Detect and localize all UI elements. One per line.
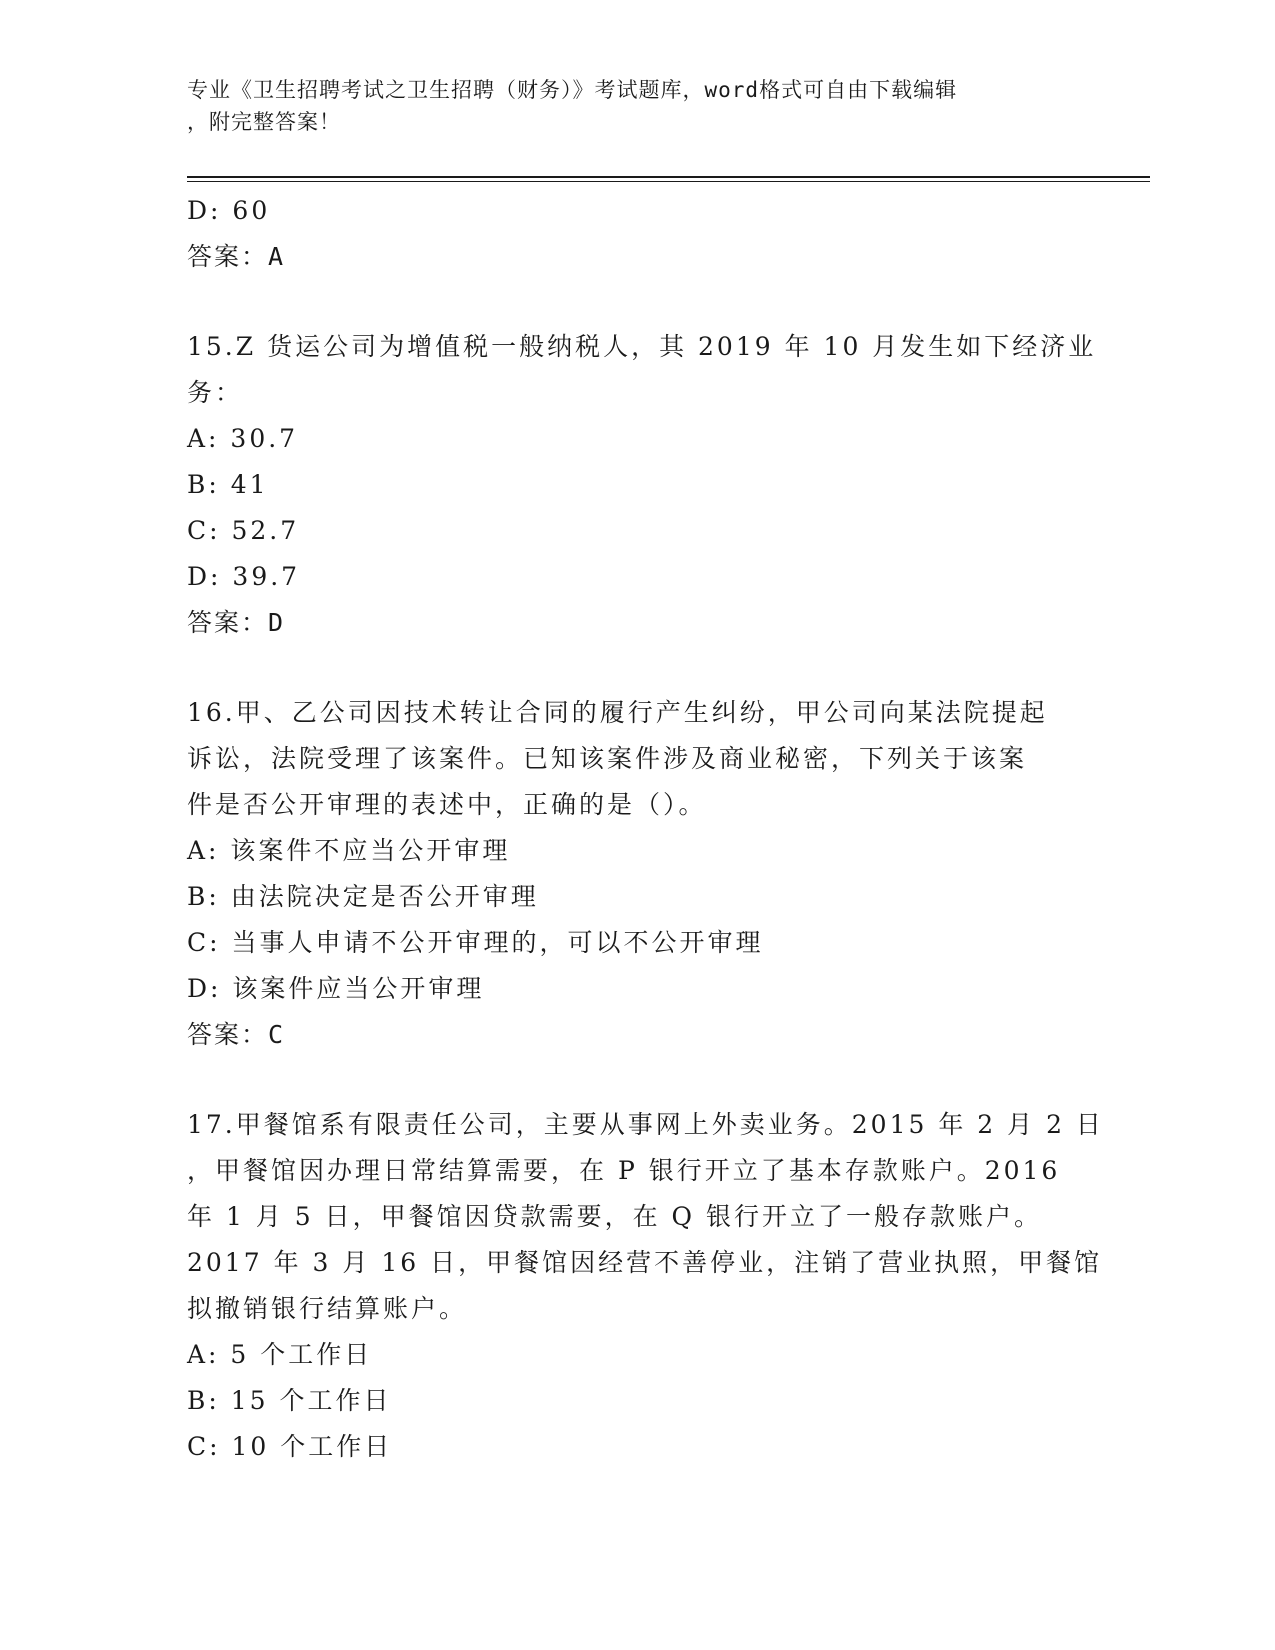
option-b: B: 15 个工作日 <box>187 1386 392 1415</box>
option-c: C: 52.7 <box>187 516 300 545</box>
question-content <box>187 188 1104 1470</box>
question-text-line: ，甲餐馆因办理日常结算需要，在 P 银行开立了基本存款账户。2016 <box>187 1156 1061 1185</box>
option-c: C: 10 个工作日 <box>187 1432 393 1461</box>
spacer <box>187 280 1087 324</box>
header-line-1: 专业《卫生招聘考试之卫生招聘（财务）》考试题库，word格式可自由下载编辑 <box>187 78 958 102</box>
option-c: C: 当事人申请不公开审理的，可以不公开审理 <box>187 928 764 957</box>
question-text-line: 件是否公开审理的表述中，正确的是（）。 <box>187 790 707 819</box>
page-header <box>187 74 1067 138</box>
question-15 <box>187 324 1097 646</box>
question-text-line: 年 1 月 5 日，甲餐馆因贷款需要，在 Q 银行开立了一般存款账户。 <box>187 1202 1042 1231</box>
option-a: A: 5 个工作日 <box>187 1340 373 1369</box>
question-text-line: 拟撤销银行结算账户。 <box>187 1294 468 1323</box>
question-text-line: 2017 年 3 月 16 日，甲餐馆因经营不善停业，注销了营业执照，甲餐馆 <box>187 1248 1103 1277</box>
answer-label: 答案：A <box>187 242 286 271</box>
question-17 <box>187 1102 1104 1470</box>
option-a: A: 30.7 <box>187 424 299 453</box>
answer-label: 答案：C <box>187 1020 286 1049</box>
spacer <box>187 646 1087 690</box>
option-b: B: 由法院决定是否公开审理 <box>187 882 539 911</box>
question-16 <box>187 690 1087 1058</box>
question-text-line: 务： <box>187 378 244 407</box>
option-d: D: 60 <box>187 196 271 225</box>
option-a: A: 该案件不应当公开审理 <box>187 836 511 865</box>
answer-label: 答案：D <box>187 608 286 637</box>
question-text-line: 17.甲餐馆系有限责任公司，主要从事网上外卖业务。2015 年 2 月 2 日 <box>187 1110 1104 1139</box>
option-d: D: 该案件应当公开审理 <box>187 974 485 1003</box>
header-divider-thin <box>187 181 1150 182</box>
option-d: D: 39.7 <box>187 562 301 591</box>
header-divider-thick <box>187 176 1150 178</box>
question-text-line: 诉讼，法院受理了该案件。已知该案件涉及商业秘密，下列关于该案 <box>187 744 1028 773</box>
spacer <box>187 1058 1087 1102</box>
header-line-2: ，附完整答案！ <box>187 110 341 134</box>
question-text-line: 15.Z 货运公司为增值税一般纳税人，其 2019 年 10 月发生如下经济业 <box>187 332 1097 361</box>
question-text-line: 16.甲、乙公司因技术转让合同的履行产生纠纷，甲公司向某法院提起 <box>187 698 1048 727</box>
option-b: B: 41 <box>187 470 269 499</box>
